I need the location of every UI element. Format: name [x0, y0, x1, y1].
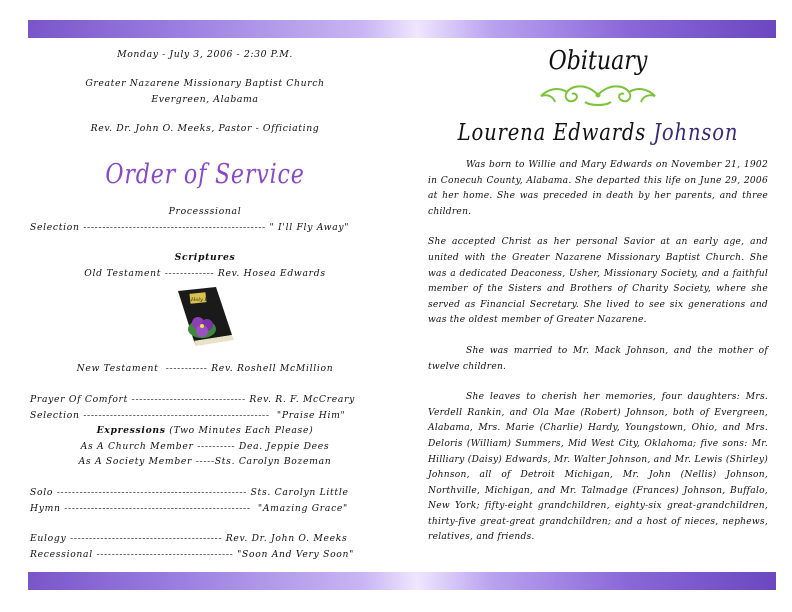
bio-paragraph-1: Was born to Willie and Mary Edwards on November 21, 1902 in Conecuh County, Alabama. She departed this life on June 29, 2006 at her home. She was preceded in death by her parents, and three children. — [428, 160, 768, 217]
processional-heading: Processsional — [168, 206, 242, 217]
church-member-line: As A Church Member ---------- Dea. Jeppie Dees — [80, 440, 330, 452]
church-location: Evergreen, Alabama — [151, 94, 259, 105]
bible-illustration — [30, 281, 380, 353]
society-member-line: As A Society Member -----Sts. Carolyn Bozeman — [78, 456, 332, 468]
bio-paragraph-2: She accepted Christ as her personal Savior at an early age, and united with the Greater Nazarene Missionary Baptist Church. She was a dedicated Deaconess, Usher, Missionary Society, and a faithful member of the Sisters and Brothers of Charity Society, where she served as Financial Secretary. She lived to see six generations and was the oldest member of Greater Nazarene. — [428, 237, 768, 326]
hymn-line: Hymn ------------------------------------------------- "Amazing Grace" — [30, 502, 348, 514]
bible-icon — [172, 285, 242, 349]
recessional-line: Recessional ------------------------------------ "Soon And Very Soon" — [30, 548, 355, 560]
selection-2-line: Selection ------------------------------------------------- "Praise Him" — [30, 409, 346, 421]
officiant-line: Rev. Dr. John O. Meeks, Pastor - Officiating — [90, 123, 320, 134]
service-date: Monday - July 3, 2006 - 2:30 P.M. — [117, 49, 293, 60]
deceased-name — [454, 120, 743, 146]
scriptures-heading: Scriptures — [174, 252, 236, 264]
expressions-note: (Two Minutes Each Please) — [165, 425, 314, 437]
bottom-decorative-band — [28, 572, 776, 590]
name-last: Johnson — [653, 120, 739, 146]
church-name: Greater Nazarene Missionary Baptist Church — [85, 78, 325, 89]
flourish-ornament-icon — [533, 80, 663, 110]
obituary-title: Obituary — [548, 46, 648, 76]
bible-cover-label: Holy Bible — [191, 297, 218, 304]
expressions-line — [30, 423, 380, 439]
eulogy-line: Eulogy ---------------------------------------- Rev. Dr. John O. Meeks — [30, 533, 348, 545]
name-first: Lourena Edwards — [457, 120, 654, 146]
obituary-column — [428, 40, 768, 546]
prayer-line: Prayer Of Comfort ------------------------------ Rev. R. F. McCreary — [30, 393, 356, 405]
old-testament-line: Old Testament ------------- Rev. Hosea Edwards — [84, 267, 326, 279]
order-of-service-column — [30, 40, 380, 562]
ornament-row — [428, 80, 768, 114]
selection-1-line: Selection ------------------------------------------------ " I'll Fly Away" — [30, 221, 350, 233]
solo-line: Solo -------------------------------------------------- Sts. Carolyn Little — [30, 486, 349, 498]
bio-paragraph-4: She leaves to cherish her memories, four daughters: Mrs. Verdell Rankin, and Ola Mae (Robert) Johnson, both of Evergreen, Alabama, Mrs. Marie (Charlie) Hardy, Youngstown, Ohio, and Mrs. Deloris (William) Summers, Mid West City, Oklahoma; five sons: Mr. Hilliary (Daisy) Edwards, Mr. Walter Johnson, and Mr. Lewis (Shirley) Johnson, all of Detroit Michigan, Mr. John (Nellis) Johnson, Northville, Michigan, and Mr. Talmadge (Frances) Johnson, Buffalo, New York; fifty-eight grandchildren, eighty-six great-grandchildren, thirty-five great-great grandchildren; and a host of nieces, nephews, relatives, and friends. — [428, 392, 768, 543]
expressions-label: Expressions — [96, 425, 166, 437]
new-testament-line: New Testament ----------- Rev. Roshell McMillion — [76, 363, 334, 375]
order-of-service-title: Order of Service — [105, 159, 305, 190]
bio-paragraph-3: She was married to Mr. Mack Johnson, and the mother of twelve children. — [428, 345, 768, 372]
top-decorative-band — [28, 20, 776, 38]
